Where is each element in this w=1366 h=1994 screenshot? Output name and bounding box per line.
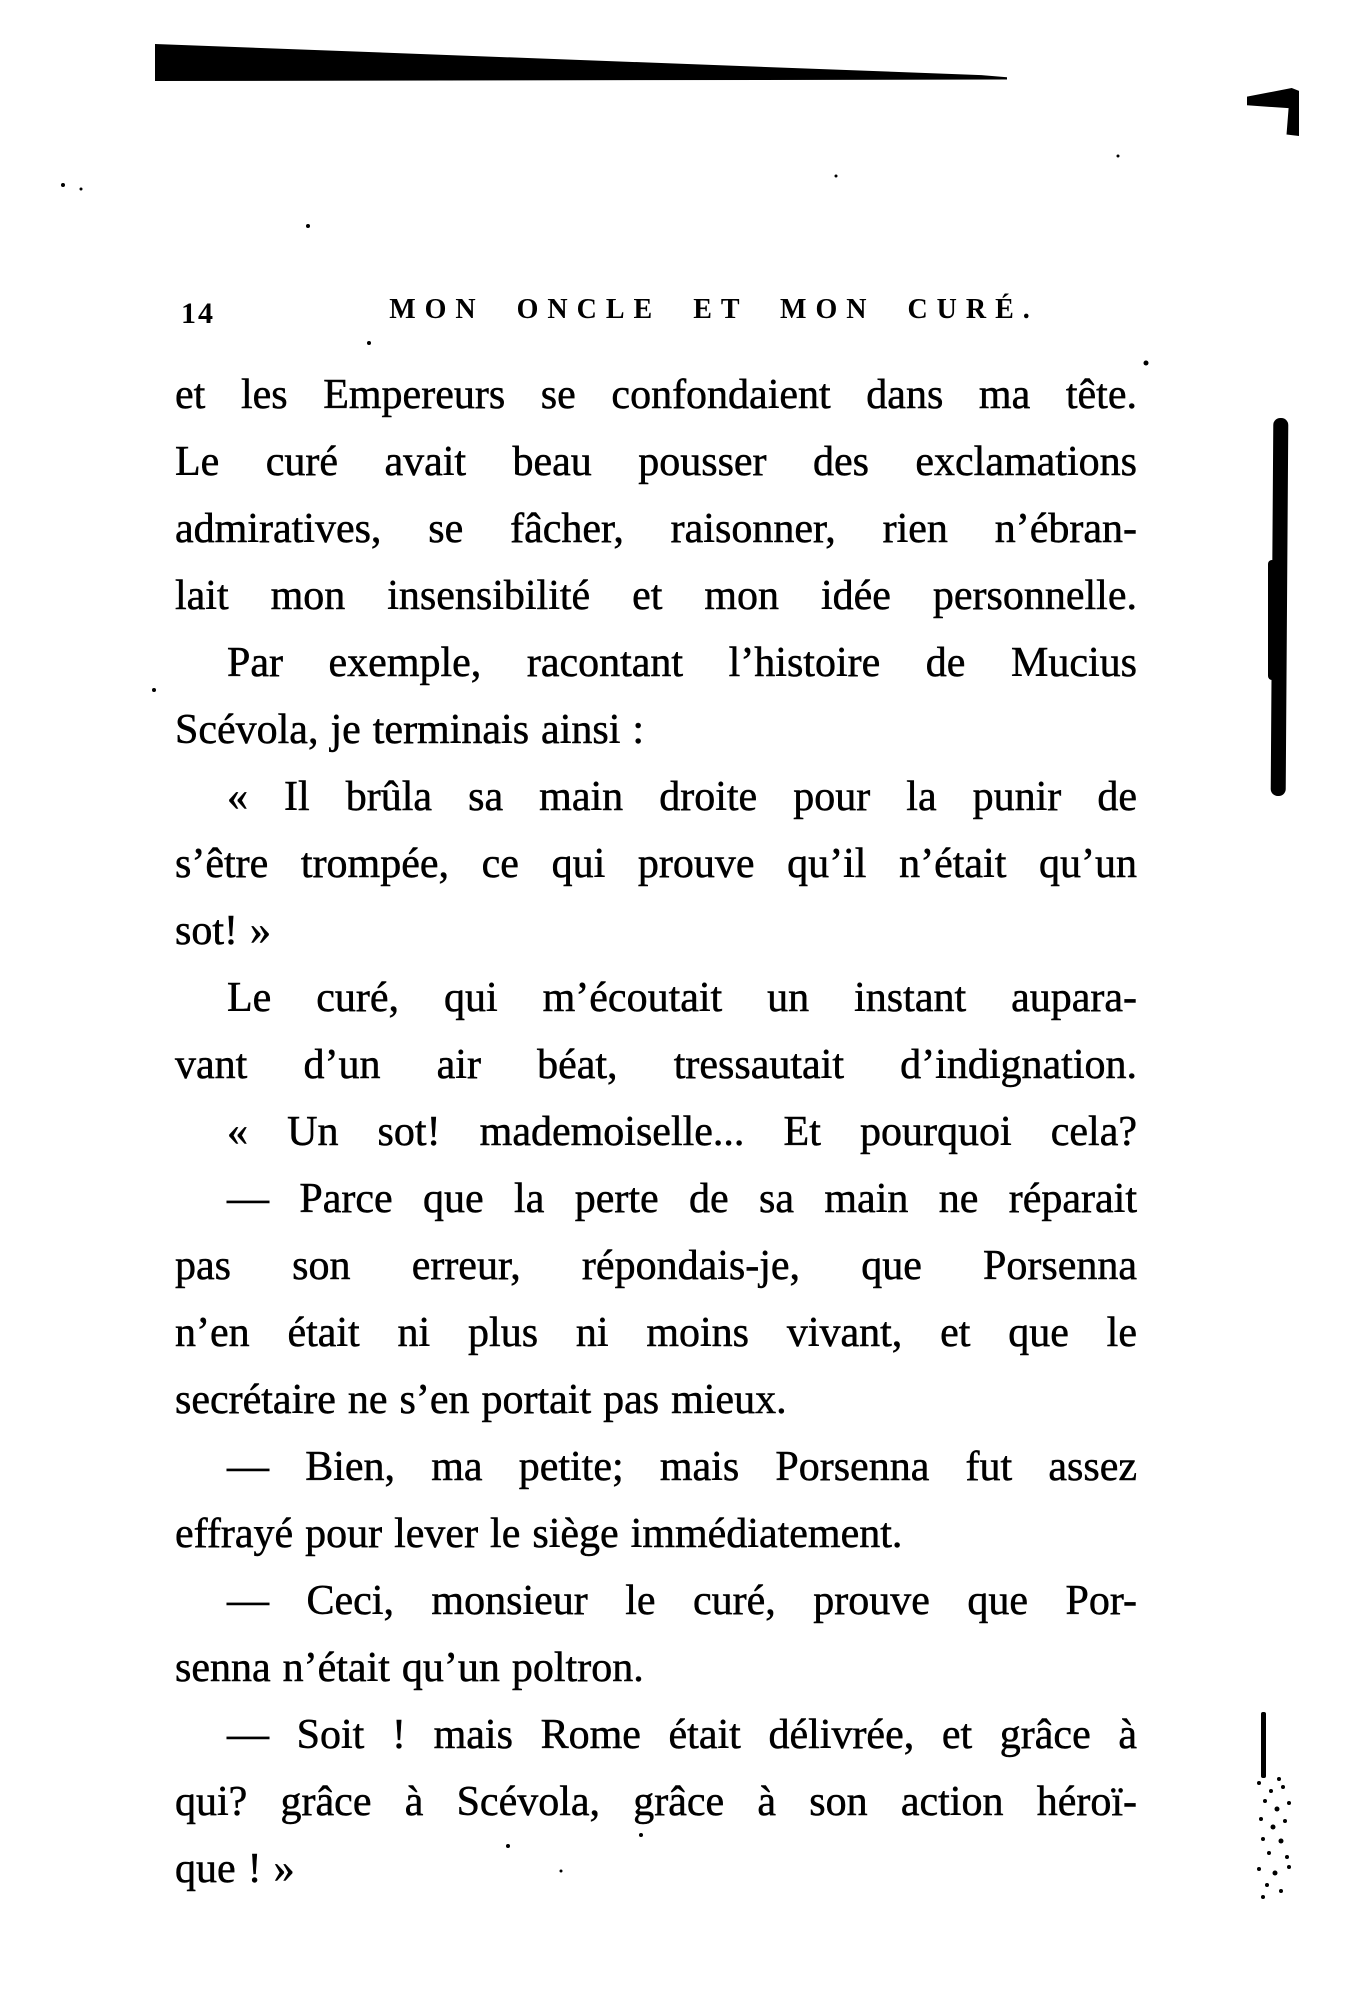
- page-number: 14: [181, 297, 215, 330]
- text-line: Le curé, qui m’écoutait un instant aupara-: [227, 975, 1137, 1021]
- text-line: secrétaire ne s’en portait pas mieux.: [175, 1377, 787, 1423]
- text-line: « Il brûla sa main droite pour la punir de: [227, 774, 1137, 820]
- text-line: — Bien, ma petite; mais Porsenna fut assez: [227, 1444, 1137, 1490]
- text-line: effrayé pour lever le siège immédiatement.: [175, 1511, 903, 1557]
- text-line: n’en était ni plus ni moins vivant, et que le: [175, 1310, 1137, 1356]
- text-line: que ! »: [175, 1846, 295, 1892]
- text-line: Le curé avait beau pousser des exclamations: [175, 439, 1137, 485]
- text-line: pas son erreur, répondais-je, que Porsenna: [175, 1243, 1137, 1289]
- text-line: Par exemple, racontant l’histoire de Mucius: [227, 640, 1137, 686]
- running-title: MON ONCLE ET MON CURÉ.: [389, 294, 1039, 325]
- text-line: admiratives, se fâcher, raisonner, rien n’ébran-: [175, 506, 1137, 552]
- text-line: s’être trompée, ce qui prouve qu’il n’était qu’un: [175, 841, 1137, 887]
- page-header: [175, 294, 1137, 336]
- top-right-corner-mark-artifact: [1247, 88, 1299, 136]
- text-line: « Un sot! mademoiselle... Et pourquoi cela?: [227, 1109, 1137, 1155]
- scan-speck-cloud: [1258, 1782, 1260, 1784]
- text-line: — Soit ! mais Rome était délivrée, et grâce à: [227, 1712, 1137, 1758]
- text-line: vant d’un air béat, tressautait d’indignation.: [175, 1042, 1137, 1088]
- scan-specks: [307, 225, 309, 227]
- text-line: — Parce que la perte de sa main ne réparait: [227, 1176, 1137, 1222]
- text-line: et les Empereurs se confondaient dans ma tête.: [175, 372, 1137, 418]
- text-line: lait mon insensibilité et mon idée personnelle.: [175, 573, 1137, 619]
- right-margin-line-artifact: [1261, 1712, 1266, 1778]
- text-line: sot! »: [175, 908, 271, 954]
- text-line: senna n’était qu’un poltron.: [175, 1645, 644, 1691]
- text-line: qui? grâce à Scévola, grâce à son action héroï-: [175, 1779, 1137, 1825]
- right-margin-streak-artifact: [1268, 560, 1276, 680]
- text-block: [175, 362, 1137, 1892]
- text-line: — Ceci, monsieur le curé, prouve que Por-: [227, 1578, 1137, 1624]
- text-line: Scévola, je terminais ainsi :: [175, 707, 645, 753]
- top-edge-scan-artifact: [155, 44, 1007, 81]
